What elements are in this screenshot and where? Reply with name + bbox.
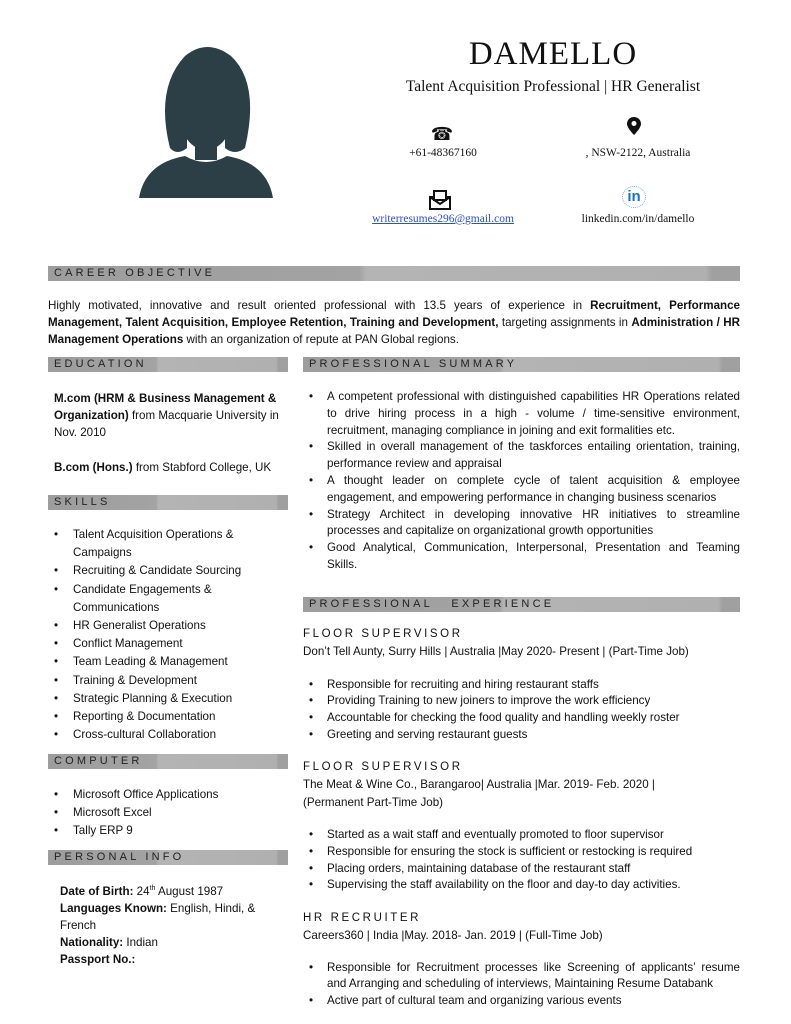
- personal-info: [60, 880, 288, 968]
- value: 24: [136, 884, 150, 898]
- skill-item: • Training & Development: [48, 672, 263, 690]
- text-segment: targeting assignments in: [498, 316, 632, 329]
- career-objective-heading: CAREER OBJECTIVE: [48, 266, 740, 281]
- degree: B.com (Hons.): [54, 461, 133, 474]
- computer-skill-item: • Tally ERP 9: [48, 822, 288, 840]
- summary-item: • A competent professional with distinguished capabilities HR Operations related to drive hiring process in a high - volume / time-sensitive environment, recruitment, managing compliance in joining and exit formalities etc.: [303, 389, 740, 439]
- text-segment-bold: Administration / HR Management Operations: [48, 316, 740, 346]
- label: Date of Birth:: [60, 884, 134, 898]
- degree: M.com (HRM & Business Management & Organization): [54, 392, 277, 422]
- summary-list: [303, 389, 740, 574]
- label: Languages Known:: [60, 901, 167, 915]
- linkedin-icon: in: [622, 186, 646, 208]
- education-heading: EDUCATION: [48, 357, 288, 372]
- value: Indian: [123, 935, 158, 949]
- computer-list: [48, 786, 288, 841]
- skill-item: • Team Leading & Management: [48, 653, 263, 671]
- label: Nationality:: [60, 935, 124, 949]
- skill-item: • Cross-cultural Collaboration: [48, 726, 263, 744]
- job-duties: [303, 827, 740, 894]
- phone-number: +61-48367160: [409, 147, 477, 159]
- computer-skill-item: • Microsoft Office Applications: [48, 786, 288, 804]
- job-title: FLOOR SUPERVISOR: [303, 628, 463, 640]
- email-envelope-icon: [428, 190, 452, 212]
- skill-item: • Candidate Engagements & Communications: [48, 581, 263, 617]
- job-entry: [303, 910, 740, 1010]
- candidate-name: DAMELLO: [468, 36, 638, 72]
- institution: from Macquarie University in Nov. 2010: [54, 409, 279, 439]
- career-objective-text: [48, 297, 740, 348]
- skills-list: [48, 526, 263, 744]
- location: , NSW-2122, Australia: [585, 147, 691, 159]
- date-of-birth: [60, 880, 288, 900]
- duty-item: • Providing Training to new joiners to improve the work efficiency: [303, 693, 740, 710]
- computer-heading: COMPUTER: [48, 754, 288, 769]
- skill-item: • Reporting & Documentation: [48, 708, 263, 726]
- label: Passport No.:: [60, 952, 136, 966]
- skill-item: • Strategic Planning & Execution: [48, 690, 263, 708]
- job-title: FLOOR SUPERVISOR: [303, 761, 463, 773]
- skill-item: • Conflict Management: [48, 635, 263, 653]
- education-item: [54, 390, 288, 441]
- skills-heading: SKILLS: [48, 495, 288, 510]
- job-duties: [303, 960, 740, 1010]
- duty-item: • Placing orders, maintaining database of the restaurant staff: [303, 861, 740, 878]
- text-segment: Highly motivated, innovative and result oriented professional with 13.5 years of experience in: [48, 299, 591, 312]
- person-silhouette-icon: [125, 28, 287, 226]
- location-pin-icon: [622, 117, 646, 139]
- duty-item: • Supervising the staff availability on the floor and day-to day activities.: [303, 877, 740, 894]
- personal-info-heading: PERSONAL INFO: [48, 850, 288, 865]
- duty-item: • Responsible for recruiting and hiring restaurant staffs: [303, 677, 740, 694]
- candidate-subtitle: Talent Acquisition Professional | HR Generalist: [405, 78, 701, 95]
- duty-item: • Greeting and serving restaurant guests: [303, 727, 740, 744]
- skill-item: • Talent Acquisition Operations & Campaigns: [48, 526, 263, 562]
- value: English, Hindi, & French: [60, 901, 256, 932]
- skill-item: • Recruiting & Candidate Sourcing: [48, 562, 263, 580]
- summary-item: • Good Analytical, Communication, Interpersonal, Presentation and Teaming Skills.: [303, 540, 740, 574]
- professional-summary-heading: PROFESSIONAL SUMMARY: [303, 357, 740, 372]
- duty-item: • Active part of cultural team and organizing various events: [303, 993, 740, 1010]
- email-link[interactable]: writerresumes296@gmail.com: [372, 213, 514, 225]
- duty-item: • Responsible for ensuring the stock is sufficient or restocking is required: [303, 844, 740, 861]
- value: August 1987: [155, 884, 224, 898]
- passport: [60, 951, 288, 968]
- skill-item: • HR Generalist Operations: [48, 617, 263, 635]
- languages: [60, 900, 288, 934]
- summary-item: • A thought leader on complete cycle of talent acquisition & employee engagement, and empowering performance in changing business scenarios: [303, 473, 740, 507]
- summary-item: • Skilled in overall management of the taskforces entailing orientation, training, performance review and appraisal: [303, 439, 740, 473]
- job-title: HR RECRUITER: [303, 912, 422, 924]
- linkedin-url[interactable]: linkedin.com/in/damello: [581, 213, 695, 225]
- duty-item: • Started as a wait staff and eventually promoted to floor supervisor: [303, 827, 740, 844]
- text-segment-bold: Recruitment, Performance Management, Talent Acquisition, Employee Retention, Training and Development,: [48, 299, 740, 329]
- job-employer-line: The Meat & Wine Co., Barangaroo| Australia |Mar. 2019- Feb. 2020 | (Permanent Part-Time Job): [303, 778, 655, 809]
- duty-item: • Accountable for checking the food quality and handling weekly roster: [303, 710, 740, 727]
- nationality: [60, 934, 288, 951]
- duty-item: • Responsible for Recruitment processes like Screening of applicants’ resume and Arranging and scheduling of interviews, Maintaining Resume Databank: [303, 960, 740, 994]
- job-duties: [303, 677, 740, 744]
- profile-photo-avatar: [125, 28, 287, 226]
- job-entry: [303, 759, 693, 811]
- summary-item: • Strategy Architect in developing innovative HR initiatives to streamline processes and capitalize on organizational growth opportunities: [303, 507, 740, 541]
- job-employer-line: Careers360 | India |May. 2018- Jan. 2019 | (Full-Time Job): [303, 929, 603, 942]
- professional-experience-heading: PROFESSIONAL EXPERIENCE: [303, 597, 740, 612]
- education-item: [54, 459, 288, 476]
- phone-icon: ☎: [430, 124, 454, 144]
- job-employer-line: Don’t Tell Aunty, Surry Hills | Australia |May 2020- Present | (Part-Time Job): [303, 645, 689, 658]
- computer-skill-item: • Microsoft Excel: [48, 804, 288, 822]
- institution: from Stabford College, UK: [132, 461, 272, 474]
- job-entry: [303, 626, 740, 744]
- text-segment: with an organization of repute at PAN Global regions.: [183, 333, 459, 346]
- value-suffix: th: [149, 885, 156, 892]
